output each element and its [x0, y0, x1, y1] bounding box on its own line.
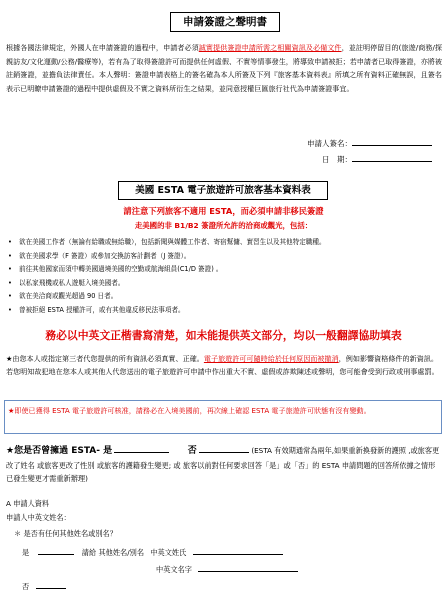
- alias-surname-blank[interactable]: [193, 546, 283, 555]
- esta-warning-line-1: 請注意下列旅客不適用 ESTA，而必須申請非移民簽證: [123, 206, 324, 216]
- alias-no-row: [22, 580, 66, 592]
- esta-title: 美國 ESTA 電子旅遊許可旅客基本資料表: [118, 181, 328, 200]
- list-item: • 前往其他國家而須中轉美國過境美國的空勤或航海組員(C1/D 簽證) 。: [8, 263, 440, 277]
- alias-question: ＊ 是否有任何其他姓名或別名？: [14, 529, 117, 538]
- alias-yes-blank[interactable]: [38, 546, 74, 555]
- alias-given-label: 中英文名字: [156, 565, 192, 574]
- alias-yes-row: [22, 546, 283, 558]
- fill-instruction: 務必以中英文正楷書寫清楚，如未能提供英文部分，均以一般翻譯協助填表: [45, 329, 402, 342]
- section-a-heading: A 申請人資料: [6, 499, 50, 508]
- applicant-form: [6, 0, 442, 600]
- alias-given-blank[interactable]: [198, 563, 298, 572]
- alias-no-blank[interactable]: [36, 580, 66, 589]
- signature-name-label: 申請人簽名：: [307, 139, 352, 148]
- esta-question-note: (ESTA 有效期通常為兩年,如果重新換發新的護照 ,或旅客更改了姓名 或旅客更改了性別 或旅客的護籍發生變更; 或 旅客以前對任何要求回答「是」或「否」的 ESTA 申請問題的回答所依據之情形已發生變更才需重新辦理): [6, 446, 440, 484]
- declaration-text-2: ，並註明停留目的(旅遊/商務/探親訪友/文化運動/公務/醫療等)，若有為了取得簽證許可而提供任何虛假、不實等情事發生，將導致申請被拒；若申請者已取得簽證，亦將被註銷簽證，並擔負法律責任。本人聲明：簽證申請表格上的簽名確為本人所簽及下列『旅客基本資料表』所填之所有資料正確無誤，且簽名表示已明瞭申請簽證的過程中提供虛假及不實之資料所衍生之結果，並同意授權巨匯旅行社代為申請簽證事宜。: [6, 43, 443, 93]
- declaration-title: 申請簽證之聲明書: [170, 12, 280, 32]
- declaration-text-1: 根據各國法律規定，外國人在申請簽證的過程中，申請者必須: [6, 43, 199, 52]
- list-item: • 以私家飛機或私人遊艇入境美國者。: [8, 277, 440, 291]
- list-item: • 欲在美洽商或觀光超過 90 日者。: [8, 290, 440, 304]
- truthfulness-text-b: ，例如影響資格條件的新資訊。若您明知故犯地在您本人或其他人代您送出的電子旅遊許可申請中作出重大不實、虛假或詐欺陳述或聲明，您可能會受到行政或刑事處罰。: [6, 354, 439, 377]
- list-item: • 欲在美國求學（F 簽證）或參加交換訪客計劃者（J 簽證）。: [8, 250, 440, 264]
- truthfulness-text-a: ★由您本人或指定第三者代您提供的所有資訊必須真實、正確。: [6, 354, 204, 363]
- alias-fill-label: 請給 其他姓名/別名: [81, 548, 145, 557]
- esta-no-label: 否: [187, 446, 197, 456]
- alias-given-row: [156, 563, 298, 575]
- alias-no-label: 否: [22, 582, 30, 591]
- esta-warning-line-2: 走美國的非 B1/B2 簽證所允許的洽商或觀光，包括：: [134, 221, 313, 230]
- list-item: • 曾被拒絕 ESTA 授權許可，或有其他違反移民法事項者。: [8, 304, 440, 318]
- alias-surname-label: 中英文姓氏: [150, 548, 187, 557]
- applicant-name-label: 申請人中英文姓名：: [6, 513, 71, 522]
- status-recheck-notice: ★即使已獲得 ESTA 電子旅遊許可核准，請務必在入境美國前，再次線上確認 ESTA 電子旅遊許可狀態有沒有變動。: [8, 406, 371, 415]
- esta-question-lead: ★您是否曾擁過 ESTA- 是: [6, 446, 113, 456]
- truthfulness-text-red: 電子旅遊許可可隨時給於任何原因而被撤消: [203, 354, 339, 363]
- applicant-name-row: [6, 513, 71, 523]
- declaration-text-red: 誠實提供簽證申請所需之相關資訊及必備文件: [198, 43, 342, 52]
- list-item: • 欲在美國工作者（無論有給職或無給職），包括新聞與媒體工作者、寄宿幫傭、實習生以及其他特定職種。: [8, 236, 440, 250]
- signature-date-label: 日 期：: [322, 155, 352, 164]
- alias-yes-label: 是: [22, 548, 30, 557]
